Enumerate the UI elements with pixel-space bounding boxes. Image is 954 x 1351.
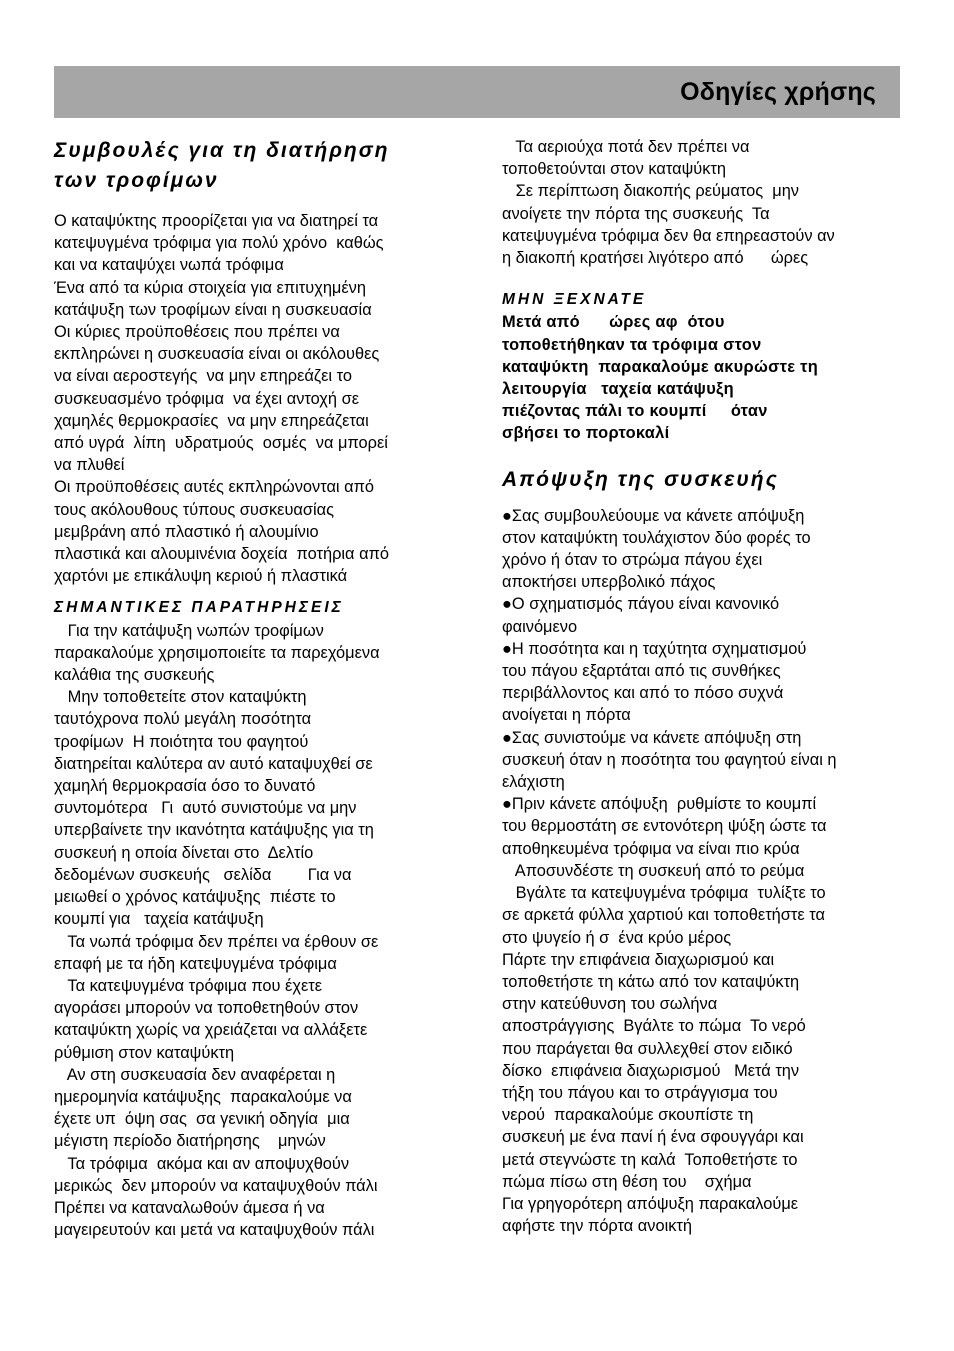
text-line: ●Σας συμβουλεύουμε να κάνετε απόψυξη bbox=[502, 506, 805, 525]
reminder-text bbox=[502, 311, 900, 444]
text-line: Οι κύριες προϋποθέσεις που πρέπει να bbox=[54, 323, 340, 342]
text-line: και να καταψύχει νωπά τρόφιμα bbox=[54, 256, 284, 275]
text-line: μετά στεγνώστε τη καλά Τοποθετήστε το bbox=[502, 1150, 798, 1169]
text-line: αγοράσει μπορούν να τοποθετηθούν στον bbox=[54, 999, 359, 1018]
text-line: κατάψυξη των τροφίμων είναι η συσκευασία bbox=[54, 300, 372, 319]
text-line: τοποθετήστε τη κάτω από τον καταψύκτη bbox=[502, 972, 800, 991]
text-line: Μετά από ώρες αφ ότου bbox=[502, 313, 725, 332]
text-line: λειτουργία ταχεία κατάψυξη bbox=[502, 380, 734, 399]
text-line: κουμπί για ταχεία κατάψυξη bbox=[54, 910, 264, 929]
text-line: αποθηκευμένα τρόφιμα να είναι πιο κρύα bbox=[502, 839, 800, 858]
text-line: Βγάλτε τα κατεψυγμένα τρόφιμα τυλίξτε το bbox=[502, 884, 826, 903]
defrost-section-title: Απόψυξη της συσκευής bbox=[502, 467, 779, 491]
text-line: ●Πριν κάνετε απόψυξη ρυθμίστε το κουμπί bbox=[502, 795, 817, 814]
text-line: η διακοπή κρατήσει λιγότερο από ώρες bbox=[502, 249, 809, 268]
text-line: περιβάλλοντος και από το πόσο συχνά bbox=[502, 684, 784, 703]
text-line: Ο καταψύκτης προορίζεται για να διατηρεί τα bbox=[54, 212, 379, 230]
text-line: δεδομένων συσκευής σελίδα Για να bbox=[54, 865, 352, 884]
reminder-heading: ΜΗΝ ΞΕΧΝΑΤΕ bbox=[502, 291, 647, 309]
text-line: Οι προϋποθέσεις αυτές εκπληρώνονται από bbox=[54, 478, 375, 497]
text-line: στο ψυγείο ή σ ένα κρύο μέρος bbox=[502, 928, 732, 947]
text-line: χρόνο ή όταν το στρώμα πάγου έχει bbox=[502, 551, 763, 570]
text-line: συσκευή με ένα πανί ή ένα σφουγγάρι και bbox=[502, 1128, 804, 1147]
text-line: Τα τρόφιμα ακόμα και αν αποψυχθούν bbox=[54, 1154, 350, 1173]
text-line: ταυτόχρονα πολύ μεγάλη ποσότητα bbox=[54, 710, 312, 729]
page-title: Οδηγίες χρήσης bbox=[680, 78, 876, 106]
text-line: νερού παρακαλούμε σκουπίστε τη bbox=[502, 1106, 754, 1125]
important-notes-heading: ΣΗΜΑΝΤΙΚΕΣ ΠΑΡΑΤΗΡΗΣΕΙΣ bbox=[54, 599, 344, 617]
text-line: ●Η ποσότητα και η ταχύτητα σχηματισμού bbox=[502, 639, 807, 658]
important-notes-text bbox=[54, 620, 454, 1242]
text-line: πώμα πίσω στη θέση του σχήμα bbox=[502, 1172, 752, 1191]
text-line: Σε περίπτωση διακοπής ρεύματος μην bbox=[502, 182, 799, 201]
storage-title-line: Συμβουλές για τη διατήρηση bbox=[54, 139, 390, 162]
text-line: ανοίγετε την πόρτα της συσκευής Τα bbox=[502, 204, 770, 223]
text-line: τήξη του πάγου και το στράγγισμα του bbox=[502, 1083, 778, 1102]
text-line: ●Ο σχηματισμός πάγου είναι κανονικό bbox=[502, 595, 780, 614]
text-line: πλαστικά και αλουμινένια δοχεία ποτήρια από bbox=[54, 545, 389, 564]
text-line: Αποσυνδέστε τη συσκευή από το ρεύμα bbox=[502, 861, 805, 880]
text-line: τροφίμων Η ποιότητα του φαγητού bbox=[54, 732, 309, 751]
text-line: να πλυθεί bbox=[54, 456, 125, 475]
text-line: που παράγεται θα συλλεχθεί στον ειδικό bbox=[502, 1039, 793, 1058]
text-line: Αν στη συσκευασία δεν αναφέρεται η bbox=[54, 1065, 336, 1084]
text-line: στην κατεύθυνση του σωλήνα bbox=[502, 995, 718, 1014]
storage-title-line: των τροφίμων bbox=[54, 169, 219, 192]
text-line: εκπληρώνει η συσκευασία είναι οι ακόλουθες bbox=[54, 345, 380, 364]
text-line: συσκευή η οποία δίνεται στο Δελτίο bbox=[54, 843, 314, 862]
text-line: Τα νωπά τρόφιμα δεν πρέπει να έρθουν σε bbox=[54, 932, 379, 951]
text-line: Μην τοποθετείτε στον καταψύκτη bbox=[54, 688, 307, 707]
text-line: επαφή με τα ήδη κατεψυγμένα τρόφιμα bbox=[54, 954, 337, 973]
text-line: Πρέπει να καταναλωθούν άμεσα ή να bbox=[54, 1198, 325, 1217]
text-line: του πάγου εξαρτάται από τις συνθήκες bbox=[502, 662, 781, 681]
text-line: καταψύκτη χωρίς να χρειάζεται να αλλάξετε bbox=[54, 1021, 368, 1040]
text-line: σε αρκετά φύλλα χαρτιού και τοποθετήστε τα bbox=[502, 906, 825, 925]
text-line: μειωθεί ο χρόνος κατάψυξης πιέστε το bbox=[54, 888, 336, 907]
text-line: Ένα από τα κύρια στοιχεία για επιτυχημένη bbox=[54, 278, 366, 297]
text-line: υπερβαίνετε την ικανότητα κατάψυξης για τη bbox=[54, 821, 374, 840]
text-line: του θερμοστάτη σε εντονότερη ψύξη ώστε τα bbox=[502, 817, 827, 836]
text-line: διατηρείται καλύτερα αν αυτό καταψυχθεί σε bbox=[54, 754, 373, 773]
text-line: ●Σας συνιστούμε να κάνετε απόψυξη στη bbox=[502, 728, 802, 747]
carbonated-power-text bbox=[502, 136, 900, 269]
text-line: μεμβράνη από πλαστικό ή αλουμίνιο bbox=[54, 522, 319, 541]
text-line: σβήσει το πορτοκαλί bbox=[502, 424, 670, 443]
text-line: καλάθια της συσκευής bbox=[54, 666, 215, 685]
text-line: στον καταψύκτη τουλάχιστον δύο φορές το bbox=[502, 528, 811, 547]
text-line: ημερομηνία κατάψυξης παρακαλούμε να bbox=[54, 1087, 352, 1106]
text-line: μερικώς δεν μπορούν να καταψυχθούν πάλι bbox=[54, 1176, 378, 1195]
text-line: κατεψυγμένα τρόφιμα δεν θα επηρεαστούν αν bbox=[502, 226, 835, 245]
text-line: συσκευασμένο τρόφιμα να έχει αντοχή σε bbox=[54, 389, 360, 408]
text-line: μέγιστη περίοδο διατήρησης μηνών bbox=[54, 1132, 326, 1151]
storage-intro-text bbox=[54, 210, 454, 587]
text-line: φαινόμενο bbox=[502, 617, 578, 636]
text-line: συντομότερα Γι αυτό συνιστούμε να μην bbox=[54, 799, 357, 818]
defrost-instructions-text bbox=[502, 505, 900, 1238]
text-line: ρύθμιση στον καταψύκτη bbox=[54, 1043, 235, 1062]
text-line: να είναι αεροστεγής να μην επηρεάζει το bbox=[54, 367, 352, 386]
text-line: παρακαλούμε χρησιμοποιείτε τα παρεχόμενα bbox=[54, 643, 380, 662]
text-line: Τα αεριούχα ποτά δεν πρέπει να bbox=[502, 138, 750, 156]
storage-section-title bbox=[54, 136, 454, 196]
text-line: χαρτόνι με επικάλυψη κεριού ή πλαστικά bbox=[54, 567, 348, 586]
left-column bbox=[54, 136, 454, 1241]
text-line: αποκτήσει υπερβολικό πάχος bbox=[502, 573, 716, 592]
text-line: χαμηλή θερμοκρασία όσο το δυνατό bbox=[54, 777, 316, 796]
text-line: κατεψυγμένα τρόφιμα για πολύ χρόνο καθώς bbox=[54, 234, 384, 253]
text-line: τοποθετούνται στον καταψύκτη bbox=[502, 160, 727, 179]
text-line: μαγειρευτούν και μετά να καταψυχθούν πάλι bbox=[54, 1221, 375, 1240]
text-line: συσκευή όταν η ποσότητα του φαγητού είναι η bbox=[502, 750, 837, 769]
text-line: Πάρτε την επιφάνεια διαχωρισμού και bbox=[502, 950, 775, 969]
header-bar bbox=[54, 66, 900, 118]
text-line: δίσκο επιφάνεια διαχωρισμού Μετά την bbox=[502, 1061, 800, 1080]
text-line: ανοίγεται η πόρτα bbox=[502, 706, 631, 725]
text-line: καταψύκτη παρακαλούμε ακυρώστε τη bbox=[502, 357, 819, 376]
text-line: ελάχιστη bbox=[502, 773, 565, 792]
text-line: Τα κατεψυγμένα τρόφιμα που έχετε bbox=[54, 976, 323, 995]
right-column bbox=[502, 136, 900, 1237]
text-line: Για την κατάψυξη νωπών τροφίμων bbox=[54, 621, 324, 640]
text-line: τους ακόλουθους τύπους συσκευασίας bbox=[54, 500, 335, 519]
text-line: πιέζοντας πάλι το κουμπί όταν bbox=[502, 402, 768, 421]
text-line: έχετε υπ όψη σας σα γενική οδηγία μια bbox=[54, 1110, 350, 1129]
text-line: αποστράγγισης Βγάλτε το πώμα Το νερό bbox=[502, 1017, 806, 1036]
text-line: από υγρά λίπη υδρατμούς οσμές να μπορεί bbox=[54, 434, 388, 453]
text-line: χαμηλές θερμοκρασίες να μην επηρεάζεται bbox=[54, 411, 369, 430]
text-line: τοποθετήθηκαν τα τρόφιμα στον bbox=[502, 335, 762, 354]
text-line: αφήστε την πόρτα ανοικτή bbox=[502, 1217, 693, 1236]
text-line: Για γρηγορότερη απόψυξη παρακαλούμε bbox=[502, 1194, 799, 1213]
